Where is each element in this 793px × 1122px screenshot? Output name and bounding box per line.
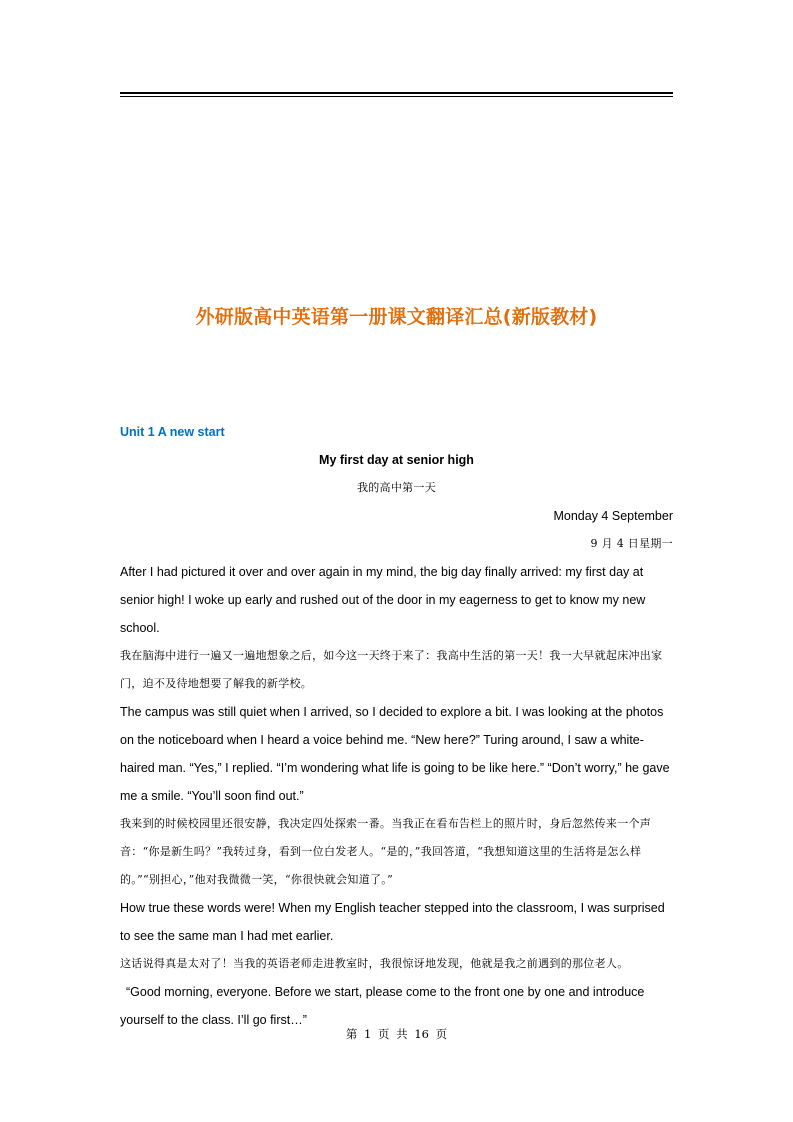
paragraph-en-3: How true these words were! When my English teacher stepped into the classroom, I was surprised to see the same man I had met earlier. (120, 901, 665, 943)
header-rule-thick (120, 92, 673, 94)
date-en: Monday 4 September (553, 509, 673, 523)
paragraph-en-1: After I had pictured it over and over again in my mind, the big day finally arrived: my first day at senior high! I woke up early and rushed out of the door in my eagerness to get to know my new school. (120, 565, 646, 635)
date-zh: 9 月 4 日星期一 (590, 537, 673, 550)
paragraph-zh-2: 我来到的时候校园里还很安静，我决定四处探索一番。当我正在看布告栏上的照片时，身后忽然传来一个声音：“你是新生吗？”我转过身，看到一位白发老人。“是的，”我回答道，“我想知道这里的生活将是怎么样的。”“别担心，”他对我微微一笑，“你很快就会知道了。” (120, 817, 652, 886)
header-rule-thin (120, 96, 673, 97)
article-title-zh: 我的高中第一天 (356, 481, 437, 494)
paragraph-zh-1: 我在脑海中进行一遍又一遍地想象之后，如今这一天终于来了：我高中生活的第一天！我一大早就起床冲出家门，迫不及待地想要了解我的新学校。 (120, 649, 663, 690)
paragraph-zh-3: 这话说得真是太对了！当我的英语老师走进教室时，我很惊讶地发现，他就是我之前遇到的那位老人。 (120, 957, 629, 970)
page-footer: 第 1 页 共 16 页 (345, 1027, 448, 1041)
document-title: 外研版高中英语第一册课文翻译汇总(新版教材) (195, 306, 598, 328)
paragraph-en-2: The campus was still quiet when I arrived, so I decided to explore a bit. I was looking at the photos on the noticeboard when I heard a voice behind me. “New here?” Turing around, I saw a white-haired man. “Yes,” I replied. “I’m wondering what life is going to be like here.” “Don’t worry,” he gave me a smile. “You’ll soon find out.” (120, 705, 670, 803)
document-body (120, 418, 673, 1034)
unit-heading: Unit 1 A new start (120, 425, 225, 439)
article-title-en: My first day at senior high (319, 453, 474, 467)
paragraph-en-4: “Good morning, everyone. Before we start, please come to the front one by one and introduce yourself to the class. I’ll go first…” (120, 985, 645, 1027)
